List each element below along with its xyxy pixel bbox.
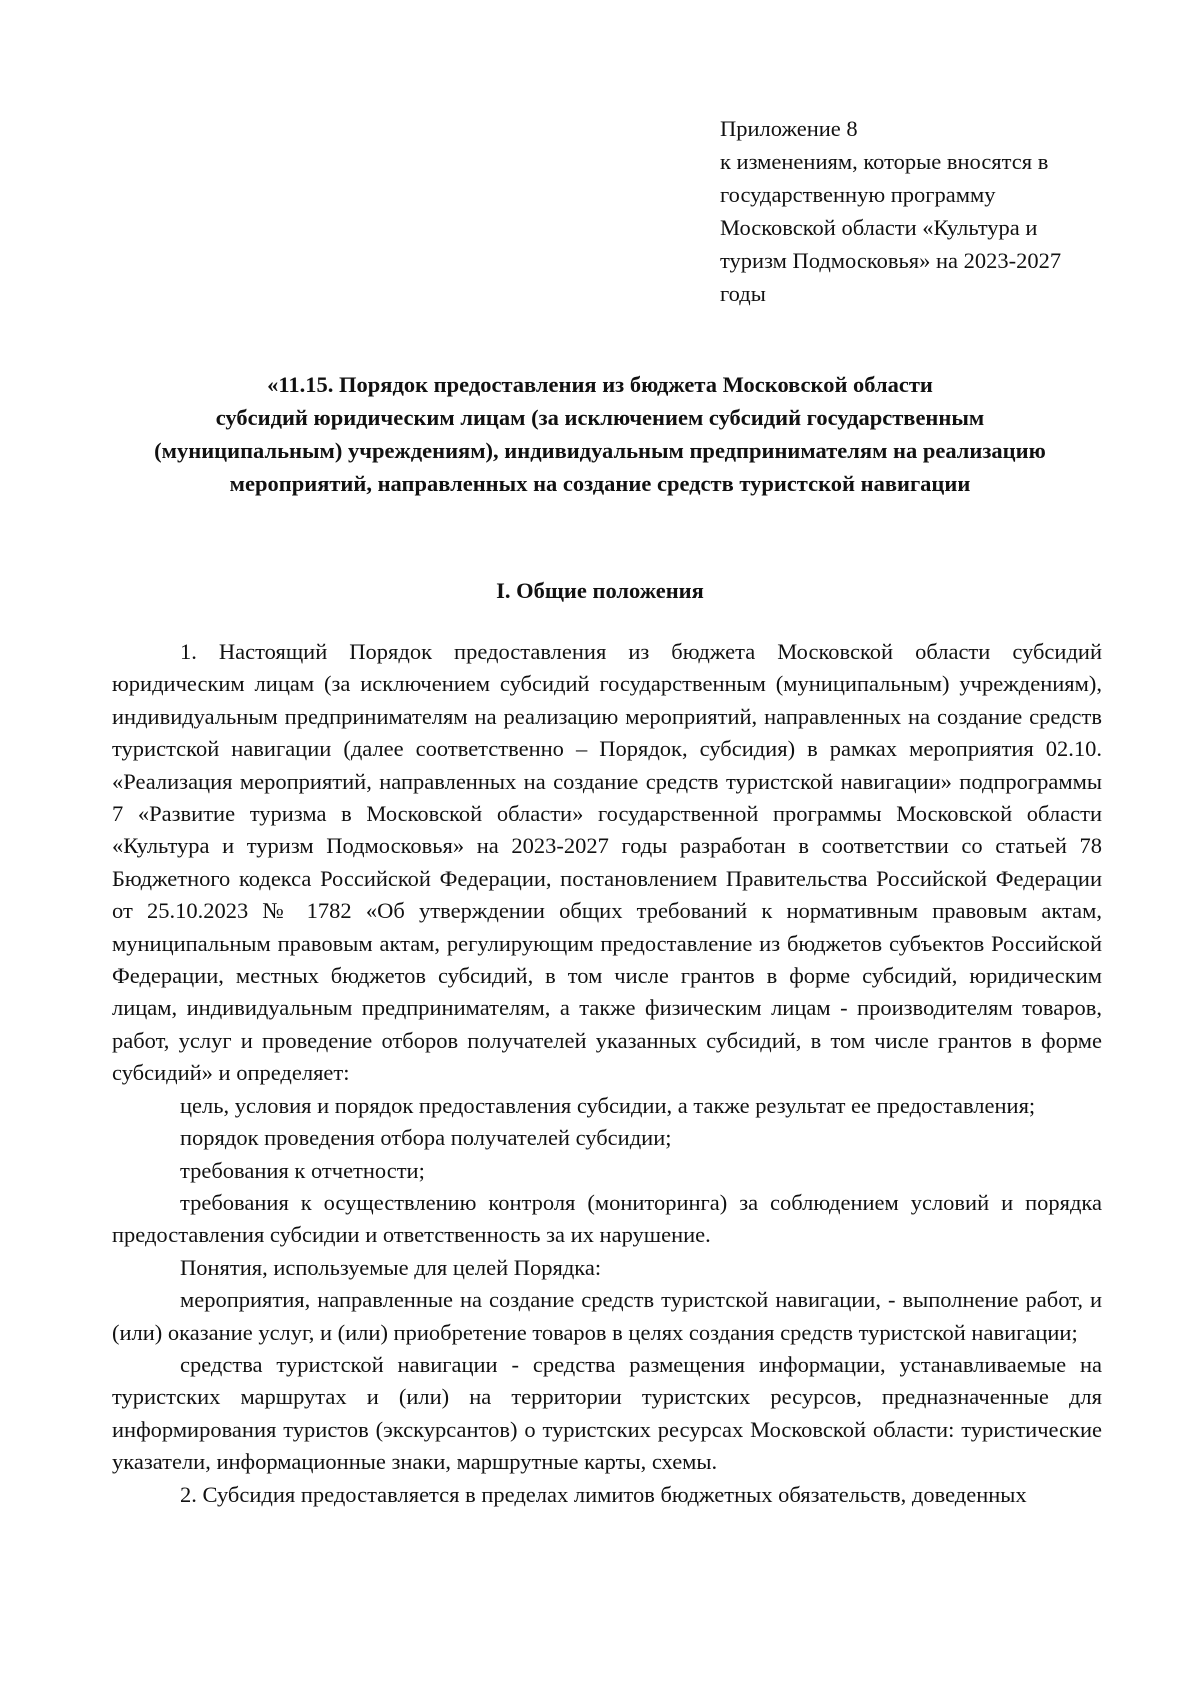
paragraph-goal: цель, условия и порядок предоставления субсидии, а также результат ее предоставления; — [180, 1092, 1036, 1118]
paragraph-definition-navigation: средства туристской навигации - средства размещения информации, устанавливаемые на туристских маршрутах и (или) на территории туристских ресурсов, предназначенные для информирования туристов (экскурсантов) о туристских ресурсах Московской области: туристические указатели, информационные знаки, маршрутные карты, схемы. — [112, 1351, 1102, 1475]
paragraph-concepts: Понятия, используемые для целей Порядка: — [180, 1254, 602, 1280]
title-line: (муниципальным) учреждениям), индивидуальным предпринимателям на реализацию — [154, 438, 1046, 463]
appendix-line: государственную программу — [720, 182, 996, 207]
title-line: субсидий юридическим лицам (за исключением субсидий государственным — [215, 405, 985, 430]
appendix-line: туризм Подмосковья» на 2023-2027 — [720, 248, 1062, 273]
appendix-line: годы — [720, 281, 766, 306]
appendix-header — [720, 112, 1120, 310]
paragraph-control: требования к осуществлению контроля (мониторинга) за соблюдением условий и порядка предоставления субсидии и ответственность за их нарушение. — [112, 1189, 1102, 1248]
title-line: мероприятий, направленных на создание средств туристской навигации — [229, 471, 971, 496]
paragraph-definition-activities: мероприятия, направленные на создание средств туристской навигации, - выполнение работ, и (или) оказание услуг, и (или) приобретение товаров в целях создания средств туристской навигации; — [112, 1287, 1102, 1345]
document-body — [112, 636, 1102, 1511]
title-line: «11.15. Порядок предоставления из бюджета Московской области — [267, 372, 933, 397]
paragraph-1: 1. Настоящий Порядок предоставления из бюджета Московской области субсидий юридическим лицам (за исключением субсидий государственным (муниципальным) учреждениям), индивидуальным предпринимателям на реализацию мероприятий, направленных на создание средств туристской навигации (далее соответственно – Порядок, субсидия) в рамках мероприятия 02.10. «Реализация мероприятий, направленных на создание средств туристской навигации» подпрограммы 7 «Развитие туризма в Московской области» государственной программы Московской области «Культура и туризм Подмосковья» на 2023-2027 годы разработан в соответствии со статьей 78 Бюджетного кодекса Российской Федерации, постановлением Правительства Российской Федерации от 25.10.2023 № 1782 «Об утверждении общих требований к нормативным правовым актам, муниципальным правовым актам, регулирующим предоставление из бюджетов субъектов Российской Федерации, местных бюджетов субсидий, в том числе грантов в форме субсидий, юридическим лицам, индивидуальным предпринимателям, а также физическим лицам - производителям товаров, работ, услуг и проведение отборов получателей указанных субсидий, в том числе грантов в форме субсидий» и определяет: — [112, 639, 1102, 1086]
paragraph-2: 2. Субсидия предоставляется в пределах лимитов бюджетных обязательств, доведенных — [180, 1481, 1027, 1507]
paragraph-selection: порядок проведения отбора получателей субсидии; — [180, 1125, 672, 1151]
document-title — [100, 368, 1100, 500]
appendix-line: Московской области «Культура и — [720, 215, 1038, 240]
section-heading: I. Общие положения — [496, 578, 704, 603]
paragraph-reporting: требования к отчетности; — [180, 1157, 425, 1183]
appendix-line: к изменениям, которые вносятся в — [720, 149, 1049, 174]
appendix-line: Приложение 8 — [720, 116, 858, 141]
